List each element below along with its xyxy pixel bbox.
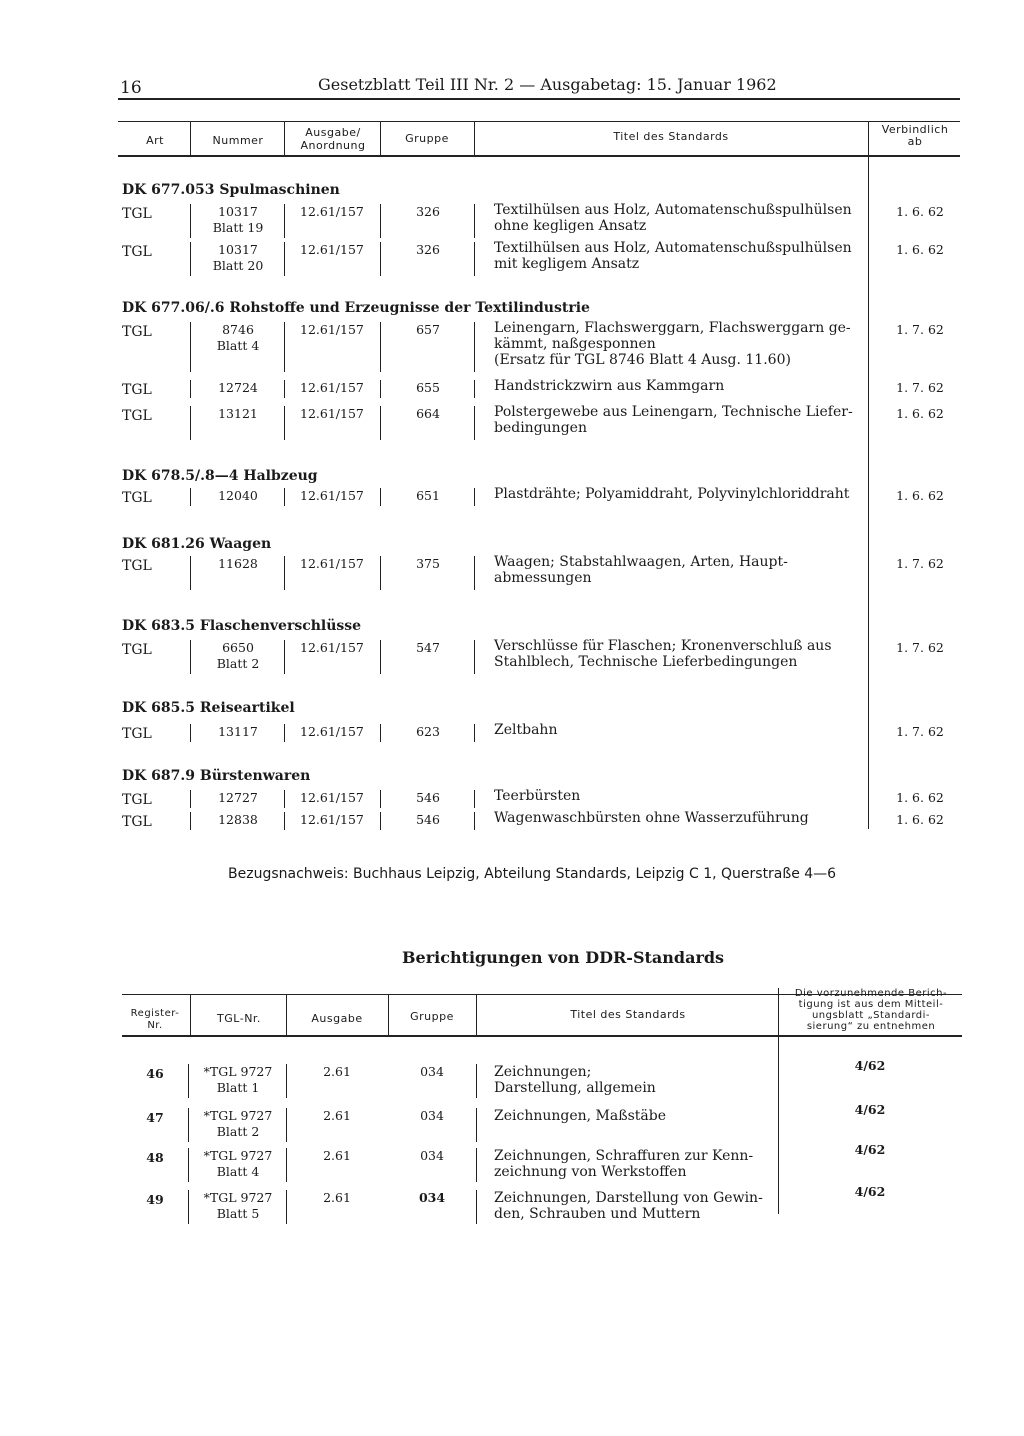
cell-art: TGL <box>122 324 152 340</box>
cell-ausgabe: 12.61/157 <box>300 556 364 571</box>
row-divider <box>190 556 191 590</box>
group-heading: DK 687.9 Bürstenwaren <box>122 768 311 784</box>
cell-gruppe: 651 <box>416 488 440 503</box>
cell-verbindlich: 1. 6. 62 <box>896 488 944 503</box>
cell-tgl-nr: *TGL 9727 <box>203 1108 273 1123</box>
cell-gruppe: 034 <box>418 1190 446 1205</box>
cell-berichtigung: 4/62 <box>854 1142 886 1157</box>
cell-titel: mit kegligem Ansatz <box>494 256 640 272</box>
row-divider <box>474 406 475 440</box>
cell-verbindlich: 1. 7. 62 <box>896 380 944 395</box>
cell-titel: Handstrickzwirn aus Kammgarn <box>494 378 725 394</box>
table1-col-gruppe: Gruppe <box>405 132 449 145</box>
row-divider <box>284 406 285 440</box>
row-divider <box>190 812 191 830</box>
cell-gruppe: 034 <box>420 1148 444 1163</box>
cell-gruppe: 623 <box>416 724 440 739</box>
page-number: 16 <box>120 78 142 98</box>
table1-col-ausgabe: Ausgabe/ Anordnung <box>300 126 366 152</box>
cell-verbindlich: 1. 6. 62 <box>896 242 944 257</box>
cell-gruppe: 326 <box>416 204 440 219</box>
cell-register-nr: 48 <box>146 1150 164 1165</box>
row-divider <box>284 488 285 506</box>
cell-titel: Stahlblech, Technische Lieferbedingungen <box>494 654 798 670</box>
row-divider <box>284 640 285 674</box>
cell-gruppe: 326 <box>416 242 440 257</box>
cell-nummer: 11628 <box>218 556 258 571</box>
cell-verbindlich: 1. 7. 62 <box>896 724 944 739</box>
cell-berichtigung: 4/62 <box>854 1184 886 1199</box>
cell-ausgabe: 12.61/157 <box>300 640 364 655</box>
cell-titel: ohne kegligen Ansatz <box>494 218 647 234</box>
cell-blatt: Blatt 1 <box>216 1080 260 1095</box>
cell-verbindlich: 1. 7. 62 <box>896 322 944 337</box>
cell-nummer: 12040 <box>218 488 258 503</box>
group-heading: DK 685.5 Reiseartikel <box>122 700 295 716</box>
row-divider <box>474 242 475 276</box>
cell-titel: zeichnung von Werkstoffen <box>494 1164 687 1180</box>
row-divider <box>284 242 285 276</box>
cell-titel: Zeichnungen; <box>494 1064 592 1080</box>
cell-titel: Zeichnungen, Darstellung von Gewin- <box>494 1190 763 1206</box>
row-divider <box>476 1064 477 1098</box>
cell-titel: Waagen; Stabstahlwaagen, Arten, Haupt- <box>494 554 788 570</box>
row-divider <box>190 322 191 372</box>
cell-art: TGL <box>122 814 152 830</box>
cell-verbindlich: 1. 7. 62 <box>896 640 944 655</box>
row-divider <box>380 242 381 276</box>
cell-gruppe: 547 <box>416 640 440 655</box>
cell-titel: den, Schrauben und Muttern <box>494 1206 701 1222</box>
cell-titel: Plastdrähte; Polyamiddraht, Polyvinylchloriddraht <box>494 486 850 502</box>
row-divider <box>284 380 285 398</box>
row-divider <box>474 204 475 238</box>
cell-ausgabe: 12.61/157 <box>300 406 364 421</box>
row-divider <box>284 322 285 372</box>
cell-ausgabe: 12.61/157 <box>300 790 364 805</box>
cell-gruppe: 375 <box>416 556 440 571</box>
reference-note: Bezugsnachweis: Buchhaus Leipzig, Abteilung Standards, Leipzig C 1, Querstraße 4—6 <box>228 866 837 882</box>
row-divider <box>190 640 191 674</box>
cell-gruppe: 664 <box>416 406 440 421</box>
row-divider <box>190 724 191 742</box>
cell-verbindlich: 1. 6. 62 <box>896 406 944 421</box>
cell-nummer: 12838 <box>218 812 258 827</box>
cell-titel: Textilhülsen aus Holz, Automatenschußspulhülsen <box>494 240 852 256</box>
cell-ausgabe: 2.61 <box>323 1148 351 1163</box>
cell-titel: kämmt, naßgesponnen <box>494 336 656 352</box>
cell-register-nr: 46 <box>146 1066 164 1081</box>
table2-col-tgl: TGL-Nr. <box>217 1012 261 1025</box>
cell-titel: Darstellung, allgemein <box>494 1080 656 1096</box>
table1-col-art: Art <box>146 134 164 147</box>
row-divider <box>188 1190 189 1224</box>
row-divider <box>188 1148 189 1182</box>
row-divider <box>474 724 475 742</box>
table1-header-rule <box>118 155 960 157</box>
table2-col-gruppe: Gruppe <box>410 1010 454 1023</box>
table1-col-divider <box>868 121 869 829</box>
table2-header-rule <box>122 1035 962 1037</box>
row-divider <box>474 488 475 506</box>
cell-nummer: 10317 <box>218 242 258 257</box>
cell-titel: Wagenwaschbürsten ohne Wasserzuführung <box>494 810 809 826</box>
cell-blatt: Blatt 4 <box>216 1164 260 1179</box>
table1-col-divider <box>380 121 381 155</box>
cell-art: TGL <box>122 726 152 742</box>
cell-ausgabe: 2.61 <box>323 1108 351 1123</box>
row-divider <box>380 812 381 830</box>
group-heading: DK 677.06/.6 Rohstoffe und Erzeugnisse der Textilindustrie <box>122 300 590 316</box>
table1-col-titel: Titel des Standards <box>613 130 729 143</box>
cell-ausgabe: 12.61/157 <box>300 488 364 503</box>
cell-verbindlich: 1. 6. 62 <box>896 204 944 219</box>
cell-blatt: Blatt 5 <box>216 1206 260 1221</box>
row-divider <box>380 640 381 674</box>
table2-col-divider <box>286 994 287 1035</box>
row-divider <box>474 640 475 674</box>
table2-col-titel: Titel des Standards <box>570 1008 686 1021</box>
table2-col-register: Register- Nr. <box>130 1008 180 1031</box>
cell-titel: Leinengarn, Flachswerggarn, Flachswerggarn ge- <box>494 320 851 336</box>
row-divider <box>190 406 191 440</box>
running-title: Gesetzblatt Teil III Nr. 2 — Ausgabetag: 15. Januar 1962 <box>318 75 777 94</box>
cell-blatt: Blatt 4 <box>216 338 260 353</box>
group-heading: DK 683.5 Flaschenverschlüsse <box>122 618 362 634</box>
table2-col-divider <box>388 994 389 1035</box>
row-divider <box>284 790 285 808</box>
row-divider <box>190 242 191 276</box>
header-rule <box>118 98 960 100</box>
cell-nummer: 10317 <box>218 204 258 219</box>
row-divider <box>286 1064 287 1098</box>
row-divider <box>474 322 475 372</box>
row-divider <box>380 406 381 440</box>
table2-col-ausgabe: Ausgabe <box>311 1012 363 1025</box>
table2-col-divider <box>190 994 191 1035</box>
cell-gruppe: 657 <box>416 322 440 337</box>
row-divider <box>190 488 191 506</box>
cell-titel: Textilhülsen aus Holz, Automatenschußspulhülsen <box>494 202 852 218</box>
cell-ausgabe: 12.61/157 <box>300 242 364 257</box>
cell-titel: Verschlüsse für Flaschen; Kronenverschluß aus <box>494 638 832 654</box>
cell-ausgabe: 12.61/157 <box>300 812 364 827</box>
row-divider <box>380 724 381 742</box>
cell-gruppe: 546 <box>416 790 440 805</box>
row-divider <box>380 204 381 238</box>
cell-art: TGL <box>122 206 152 222</box>
row-divider <box>284 724 285 742</box>
group-heading: DK 681.26 Waagen <box>122 536 272 552</box>
cell-blatt: Blatt 2 <box>216 656 260 671</box>
cell-art: TGL <box>122 490 152 506</box>
table1-col-nummer: Nummer <box>212 134 264 147</box>
cell-nummer: 13121 <box>218 406 258 421</box>
cell-ausgabe: 12.61/157 <box>300 322 364 337</box>
cell-titel: Zeltbahn <box>494 722 558 738</box>
row-divider <box>286 1108 287 1142</box>
cell-gruppe: 034 <box>420 1108 444 1123</box>
row-divider <box>286 1148 287 1182</box>
cell-titel: Teerbürsten <box>494 788 581 804</box>
cell-titel: Zeichnungen, Maßstäbe <box>494 1108 666 1124</box>
table1-top-rule <box>118 121 960 122</box>
row-divider <box>284 556 285 590</box>
cell-titel: abmessungen <box>494 570 592 586</box>
row-divider <box>284 204 285 238</box>
cell-titel: (Ersatz für TGL 8746 Blatt 4 Ausg. 11.60) <box>494 352 791 368</box>
table1-col-verbindlich: Verbindlich ab <box>881 123 949 148</box>
cell-blatt: Blatt 2 <box>216 1124 260 1139</box>
row-divider <box>380 556 381 590</box>
cell-titel: Zeichnungen, Schraffuren zur Kenn- <box>494 1148 754 1164</box>
row-divider <box>190 790 191 808</box>
cell-ausgabe: 12.61/157 <box>300 204 364 219</box>
cell-art: TGL <box>122 244 152 260</box>
cell-art: TGL <box>122 382 152 398</box>
group-heading: DK 677.053 Spulmaschinen <box>122 182 340 198</box>
cell-nummer: 12724 <box>218 380 258 395</box>
cell-ausgabe: 2.61 <box>323 1064 351 1079</box>
cell-titel: bedingungen <box>494 420 587 436</box>
row-divider <box>380 322 381 372</box>
cell-tgl-nr: *TGL 9727 <box>203 1064 273 1079</box>
cell-nummer: 6650 <box>222 640 254 655</box>
cell-blatt: Blatt 19 <box>212 220 264 235</box>
row-divider <box>190 380 191 398</box>
section2-title: Berichtigungen von DDR-Standards <box>402 948 725 967</box>
table1-col-divider <box>474 121 475 155</box>
cell-register-nr: 49 <box>146 1192 164 1207</box>
cell-nummer: 8746 <box>222 322 254 337</box>
cell-art: TGL <box>122 642 152 658</box>
cell-nummer: 13117 <box>218 724 258 739</box>
cell-gruppe: 034 <box>420 1064 444 1079</box>
row-divider <box>476 1190 477 1224</box>
row-divider <box>474 556 475 590</box>
row-divider <box>474 790 475 808</box>
cell-gruppe: 546 <box>416 812 440 827</box>
cell-ausgabe: 12.61/157 <box>300 380 364 395</box>
table2-col-divider <box>476 994 477 1035</box>
cell-verbindlich: 1. 7. 62 <box>896 556 944 571</box>
cell-art: TGL <box>122 558 152 574</box>
row-divider <box>474 380 475 398</box>
group-heading: DK 678.5/.8—4 Halbzeug <box>122 468 318 484</box>
row-divider <box>474 812 475 830</box>
cell-gruppe: 655 <box>416 380 440 395</box>
cell-art: TGL <box>122 792 152 808</box>
row-divider <box>380 380 381 398</box>
table1-col-divider <box>190 121 191 155</box>
table1-col-divider <box>284 121 285 155</box>
row-divider <box>284 812 285 830</box>
cell-nummer: 12727 <box>218 790 258 805</box>
cell-blatt: Blatt 20 <box>212 258 264 273</box>
cell-verbindlich: 1. 6. 62 <box>896 812 944 827</box>
row-divider <box>380 790 381 808</box>
table2-col-berichtigung: Die vorzunehmende Berich- tigung ist aus dem Mitteil- ungsblatt „Standardi- sierung“ zu entnehmen <box>794 988 948 1032</box>
row-divider <box>476 1148 477 1182</box>
cell-ausgabe: 12.61/157 <box>300 724 364 739</box>
row-divider <box>188 1108 189 1142</box>
cell-register-nr: 47 <box>146 1110 164 1125</box>
table2-col-divider <box>778 988 779 1214</box>
cell-verbindlich: 1. 6. 62 <box>896 790 944 805</box>
cell-berichtigung: 4/62 <box>854 1102 886 1117</box>
row-divider <box>286 1190 287 1224</box>
cell-ausgabe: 2.61 <box>323 1190 351 1205</box>
row-divider <box>190 204 191 238</box>
cell-tgl-nr: *TGL 9727 <box>203 1190 273 1205</box>
row-divider <box>188 1064 189 1098</box>
cell-art: TGL <box>122 408 152 424</box>
cell-titel: Polstergewebe aus Leinengarn, Technische Liefer- <box>494 404 853 420</box>
cell-tgl-nr: *TGL 9727 <box>203 1148 273 1163</box>
row-divider <box>476 1108 477 1142</box>
cell-berichtigung: 4/62 <box>854 1058 886 1073</box>
row-divider <box>380 488 381 506</box>
